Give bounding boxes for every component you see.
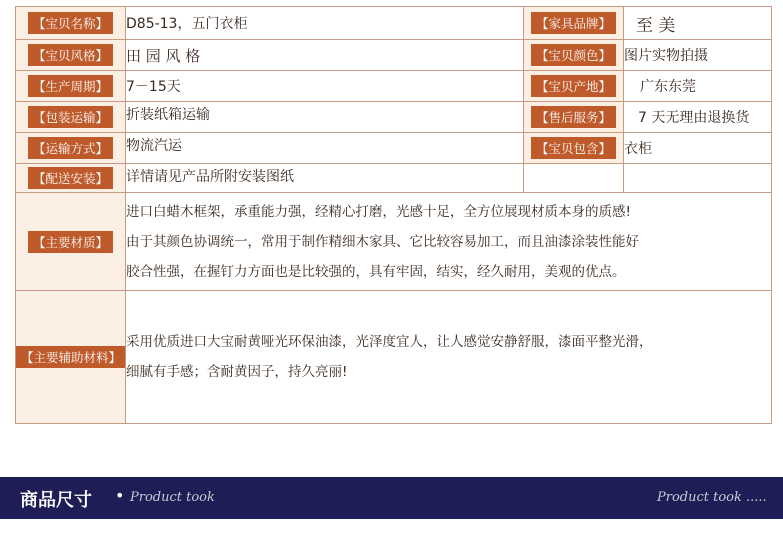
spec-row-material [16,193,772,291]
spec-label [16,133,126,164]
material-line: 胶合性强，在握钉力方面也是比较强的，具有牢固，结实，经久耐用，美观的优点。 [126,263,626,280]
spec-row [16,71,772,102]
spec-value-packaging: 折装纸箱运输 [126,102,524,133]
empty-cell [524,164,624,193]
spec-label [524,102,624,133]
label-shipping: 【运输方式】 [28,137,113,159]
spec-value-includes: 衣柜 [624,133,772,164]
label-style: 【宝贝风格】 [28,44,113,66]
label-aftersales: 【售后服务】 [531,106,616,128]
spec-value-install: 详情请见产品所附安装图纸 [126,164,524,193]
spec-label [524,71,624,102]
auxiliary-line: 细腻有手感；含耐黄因子，持久亮丽! [126,364,348,380]
auxiliary-line: 采用优质进口大宝耐黄哑光环保油漆，光泽度宜人，让人感觉安静舒服，漆面平整光滑， [126,334,653,350]
label-packaging: 【包装运输】 [28,106,113,128]
spec-label [16,40,126,71]
spec-label [16,102,126,133]
label-includes: 【宝贝包含】 [531,137,616,159]
spec-value-name: D85-13，五门衣柜 [126,7,524,40]
spec-label [16,164,126,193]
auxiliary-description [126,291,772,424]
material-description [126,193,772,291]
spec-row [16,133,772,164]
spec-row [16,7,772,40]
spec-value-aftersales: 7 天无理由退换货 [624,102,772,133]
spec-row-auxiliary [16,291,772,424]
spec-label [16,193,126,291]
spec-label [16,291,126,424]
banner-script-left: Product took [130,490,215,505]
label-auxiliary: 【主要辅助材料】 [16,346,125,368]
label-brand: 【家具品牌】 [531,12,616,34]
label-cycle: 【生产周期】 [28,75,113,97]
spec-row [16,40,772,71]
label-name: 【宝贝名称】 [28,12,113,34]
banner-title: 商品尺寸 [20,490,92,511]
spec-label [524,7,624,40]
spec-row [16,102,772,133]
spec-label [16,71,126,102]
banner-dot: • [115,486,125,505]
product-spec-table [15,6,772,424]
spec-label [524,40,624,71]
label-install: 【配送安装】 [28,167,113,189]
material-line: 进口白蜡木框架，承重能力强，经精心打磨，光感十足，全方位展现材质本身的质感! [126,203,631,220]
spec-value-shipping: 物流汽运 [126,133,524,164]
spec-label [16,7,126,40]
banner-script-right: Product took ..... [657,490,767,505]
spec-value-brand: 至 美 [624,7,772,40]
spec-label [524,133,624,164]
empty-cell [624,164,772,193]
section-banner [0,477,783,519]
label-color: 【宝贝颜色】 [531,44,616,66]
spec-value-origin: 广东东莞 [624,71,772,102]
material-line: 由于其颜色协调统一，常用于制作精细木家具、它比较容易加工，而且油漆涂装性能好 [126,233,639,250]
spec-value-cycle: 7－15天 [126,71,524,102]
spec-value-style: 田 园 风 格 [126,40,524,71]
spec-row [16,164,772,193]
label-origin: 【宝贝产地】 [531,75,616,97]
spec-value-color: 图片实物拍摄 [624,40,772,71]
label-material: 【主要材质】 [28,231,113,253]
